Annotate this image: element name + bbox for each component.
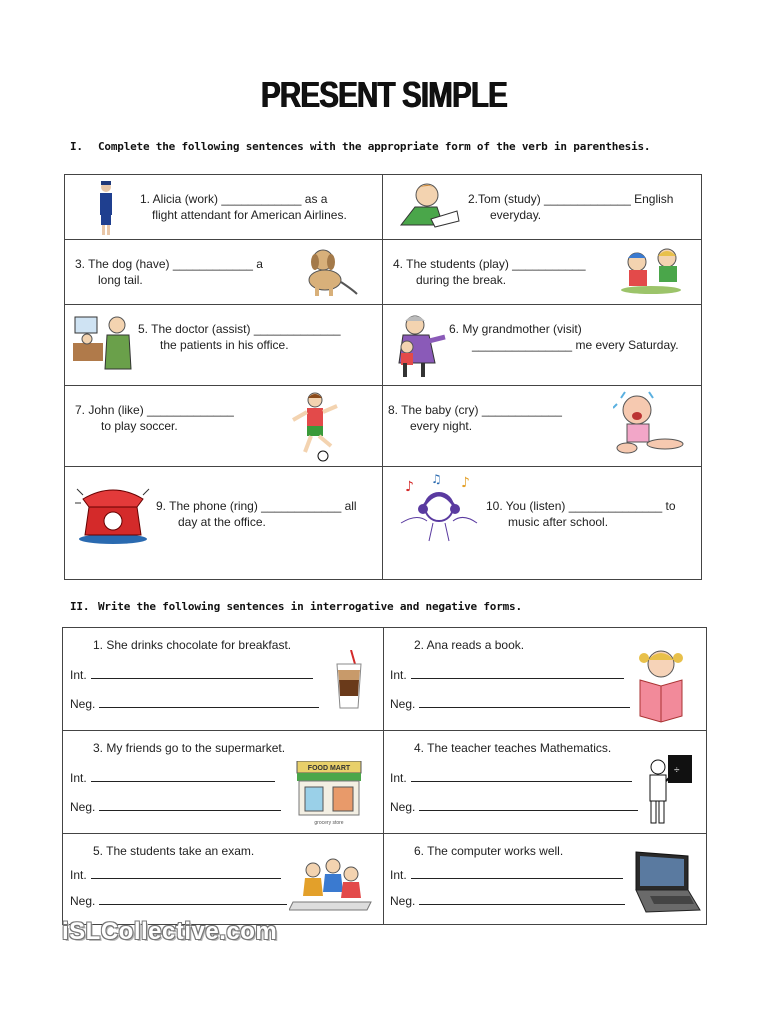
laptop-icon	[630, 850, 702, 918]
transform-5-sentence: 5. The students take an exam.	[93, 844, 255, 858]
neg-label: Neg.	[390, 894, 416, 908]
exercise-6-cell	[383, 305, 702, 386]
transform-4-sentence: 4. The teacher teaches Mathematics.	[414, 741, 612, 755]
int-answer-line[interactable]	[91, 771, 275, 782]
exercise-1-cell	[65, 175, 383, 240]
exercise-10-line-2: music after school.	[508, 515, 609, 529]
int-answer-line[interactable]	[411, 668, 624, 679]
transform-2-neg-row	[390, 697, 630, 711]
exercise-8-line-2: every night.	[410, 419, 473, 433]
supermarket-icon	[293, 761, 365, 827]
children-playing-icon	[615, 246, 689, 296]
soccer-player-icon	[287, 390, 345, 462]
chocolate-drink-icon	[333, 650, 365, 712]
exercise-10-cell	[383, 467, 702, 580]
exercise-1-line-1: 1. Alicia (work) ____________ as a	[140, 192, 328, 206]
exercise-3-line-2: long tail.	[98, 273, 143, 287]
exercise-8-line-1: 8. The baby (cry) ____________	[388, 403, 562, 417]
transform-1-cell	[63, 628, 384, 731]
transform-1-sentence: 1. She drinks chocolate for breakfast.	[93, 638, 292, 652]
transform-6-int-row	[390, 868, 623, 882]
exercise-5-line-2: the patients in his office.	[160, 338, 289, 352]
exercise-5-line-1: 5. The doctor (assist) _____________	[138, 322, 341, 336]
transform-5-int-row	[70, 868, 281, 882]
svg-text:♫: ♫	[431, 473, 442, 486]
exercise-1-line-2: flight attendant for American Airlines.	[152, 208, 347, 222]
exercise-3-line-1: 3. The dog (have) ____________ a	[75, 257, 263, 271]
int-label: Int.	[390, 868, 407, 882]
neg-label: Neg.	[390, 697, 416, 711]
transform-6-cell	[384, 834, 707, 925]
neg-answer-line[interactable]	[419, 800, 638, 811]
int-label: Int.	[70, 668, 87, 682]
transform-4-int-row	[390, 771, 632, 785]
svg-text:♪: ♪	[461, 475, 470, 491]
doctor-icon	[73, 313, 133, 373]
exercise-4-line-2: during the break.	[416, 273, 507, 287]
store-sign: FOOD MART	[307, 765, 351, 772]
transform-1-int-row	[70, 668, 313, 682]
page-title: PRESENT SIMPLE	[260, 74, 508, 115]
transform-2-sentence: 2. Ana reads a book.	[414, 638, 525, 652]
svg-text:÷: ÷	[674, 765, 680, 776]
transform-3-cell	[63, 731, 384, 834]
section-2-instruction	[70, 600, 522, 613]
flight-attendant-icon	[95, 179, 117, 237]
transform-5-cell	[63, 834, 384, 925]
section-2-numeral: II.	[70, 600, 90, 613]
transform-1-neg-row	[70, 697, 319, 711]
exercise-6-line-1: 6. My grandmother (visit)	[449, 322, 582, 336]
exercise-2-cell	[383, 175, 702, 240]
girl-reading-icon	[630, 646, 692, 724]
dog-icon	[305, 246, 359, 298]
neg-answer-line[interactable]	[99, 697, 319, 708]
exercise-9-line-1: 9. The phone (ring) ____________ all	[156, 499, 357, 513]
exercise-7-cell	[65, 386, 383, 467]
neg-answer-line[interactable]	[419, 697, 630, 708]
teacher-icon	[644, 753, 694, 827]
exercise-5-cell	[65, 305, 383, 386]
neg-answer-line[interactable]	[99, 800, 281, 811]
transform-5-neg-row	[70, 894, 287, 908]
neg-answer-line[interactable]	[419, 894, 625, 905]
exercise-7-line-2: to play soccer.	[101, 419, 178, 433]
int-label: Int.	[70, 771, 87, 785]
crying-baby-icon	[613, 390, 689, 458]
transform-4-neg-row	[390, 800, 638, 814]
exercise-7-line-1: 7. John (like) _____________	[75, 403, 234, 417]
neg-label: Neg.	[70, 894, 96, 908]
exercise-10-line-1: 10. You (listen) ______________ to	[486, 499, 676, 513]
neg-label: Neg.	[70, 697, 96, 711]
section-2-instruction-text: Write the following sentences in interrogative and negative forms.	[98, 600, 522, 613]
section-2-table	[62, 627, 707, 925]
transform-2-int-row	[390, 668, 624, 682]
section-1-instruction	[70, 140, 650, 153]
boy-studying-icon	[397, 181, 461, 231]
exercise-4-line-1: 4. The students (play) ___________	[393, 257, 586, 271]
neg-label: Neg.	[70, 800, 96, 814]
int-answer-line[interactable]	[91, 868, 281, 879]
int-answer-line[interactable]	[91, 668, 313, 679]
transform-4-cell	[384, 731, 707, 834]
transform-3-sentence: 3. My friends go to the supermarket.	[93, 741, 286, 755]
section-1-table	[64, 174, 702, 580]
grandmother-icon	[393, 313, 447, 379]
exercise-4-cell	[383, 240, 702, 305]
transform-3-neg-row	[70, 800, 281, 814]
int-label: Int.	[390, 771, 407, 785]
section-1-numeral: I.	[70, 140, 83, 153]
svg-text:♪: ♪	[405, 479, 414, 495]
exercise-8-cell	[383, 386, 702, 467]
students-exam-icon	[289, 856, 375, 912]
exercise-2-line-2: everyday.	[490, 208, 542, 222]
exercise-9-line-2: day at the office.	[178, 515, 266, 529]
music-listener-icon	[397, 473, 485, 543]
transform-3-int-row	[70, 771, 275, 785]
neg-answer-line[interactable]	[99, 894, 287, 905]
exercise-3-cell	[65, 240, 383, 305]
neg-label: Neg.	[390, 800, 416, 814]
int-label: Int.	[390, 668, 407, 682]
site-watermark: iSLCollective.com	[62, 918, 278, 945]
telephone-icon	[75, 477, 155, 545]
exercise-2-line-1: 2.Tom (study) _____________ English	[468, 192, 674, 206]
int-answer-line[interactable]	[411, 771, 632, 782]
exercise-6-line-2: _______________ me every Saturday.	[472, 338, 679, 352]
transform-2-cell	[384, 628, 707, 731]
transform-6-sentence: 6. The computer works well.	[414, 844, 564, 858]
store-caption: grocery store	[314, 820, 344, 826]
section-1-instruction-text: Complete the following sentences with the appropriate form of the verb in parenthesis.	[98, 140, 651, 153]
exercise-9-cell	[65, 467, 383, 580]
int-label: Int.	[70, 868, 87, 882]
transform-6-neg-row	[390, 894, 625, 908]
int-answer-line[interactable]	[411, 868, 623, 879]
